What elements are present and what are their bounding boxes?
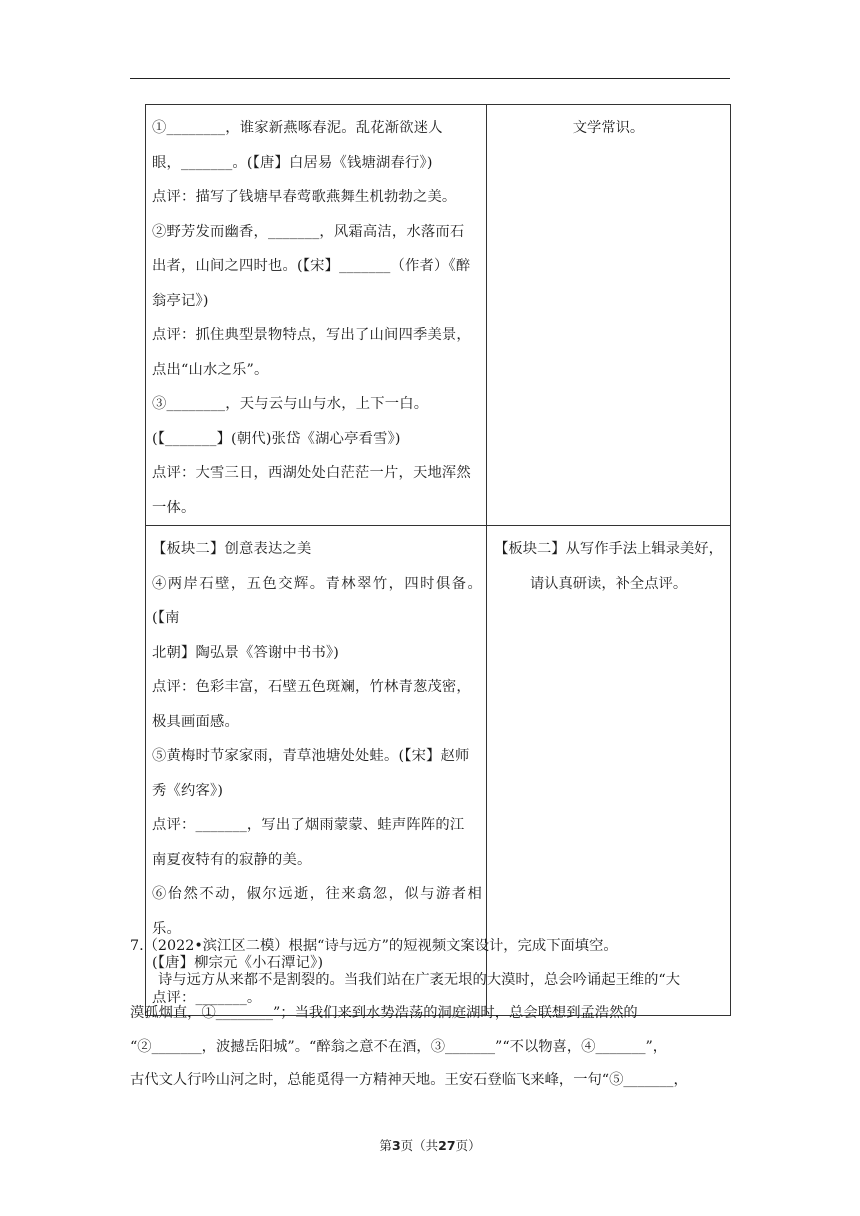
block2-line: 北朝】陶弘景《答谢中书书》) <box>152 644 340 661</box>
block2-line: 点评：_______，写出了烟雨蒙蒙、蛙声阵阵的江 <box>152 817 465 833</box>
block2-line: ⑥佁然不动，俶尔远逝，往来翕忽，似与游者相乐。 <box>152 886 482 937</box>
block2-line: 秀《约客》) <box>152 782 224 799</box>
block2-requirement <box>487 526 730 601</box>
block1-line: 一体。 <box>152 499 196 516</box>
block2-requirement-line: 请认真研读，补全点评。 <box>529 575 688 592</box>
question-7-line: 古代文人行吟山河之时，总能觅得一方精神天地。王安石登临飞来峰，一句“⑤_______， <box>130 1072 688 1088</box>
block1-line: ①________，谁家新燕啄春泥。乱花渐欲迷人 <box>152 120 443 136</box>
table-row <box>146 105 731 526</box>
block1-line: ②野芳发而幽香，_______，风霜高洁，水落而石 <box>152 223 465 240</box>
page-footer <box>0 1136 860 1154</box>
block2-line: 极具画面感。 <box>152 713 239 730</box>
block2-line: ④两岸石壁，五色交辉。青林翠竹，四时俱备。(【南 <box>152 575 482 626</box>
block2-line: 点评：色彩丰富，石壁五色斑斓，竹林青葱茂密， <box>152 679 471 695</box>
question-7-heading: 7.（2022•滨江区二模）根据“诗与远方”的短视频文案设计，完成下面填空。 <box>130 938 618 954</box>
block1-line: 点评：描写了钱塘早春莺歌燕舞生机勃勃之美。 <box>152 189 457 205</box>
block1-line: 点评：抓住典型景物特点，写出了山间四季美景， <box>152 327 471 343</box>
question-7-line: 漠孤烟直，①________”；当我们来到水势浩荡的洞庭湖时，总会联想到孟浩然的 <box>130 1005 638 1021</box>
block2-line: (【唐】柳宗元《小石潭记》) <box>152 955 324 971</box>
block2-line: 【板块二】创意表达之美 <box>152 541 312 557</box>
block1-content <box>146 105 486 525</box>
block2-line: 南夏夜特有的寂静的美。 <box>152 851 312 868</box>
question-7-line: “②_______，波撼岳阳城”。“醉翁之意不在酒，③_______”“不以物喜，④_______”， <box>130 1038 668 1055</box>
block1-line: ③________，天与云与山与水，上下一白。 <box>152 396 429 412</box>
footer-middle: 页（共 <box>400 1138 439 1153</box>
block1-requirement-line: 文学常识。 <box>572 120 645 136</box>
footer-total-pages: 27 <box>438 1138 456 1153</box>
block2-requirement-line: 【板块二】从写作手法上辑录美好， <box>494 541 723 557</box>
footer-page-number: 3 <box>391 1138 401 1153</box>
block2-line: ⑤黄梅时节家家雨，青草池塘处处蛙。(【宋】赵师 <box>152 748 470 764</box>
header-rule <box>130 78 730 79</box>
block1-requirement-cell <box>487 105 731 526</box>
block1-line: 翁亭记》) <box>152 292 209 309</box>
block2-line: 点评：_______。 <box>152 989 262 1006</box>
footer-prefix: 第 <box>379 1138 392 1153</box>
question-7 <box>130 930 730 1098</box>
footer-suffix: 页） <box>455 1138 481 1153</box>
block1-line: 点评：大雪三日，西湖处处白茫茫一片，天地浑然 <box>152 465 471 481</box>
block1-line: 眼，_______。(【唐】白居易《钱塘湖春行》) <box>152 154 433 171</box>
block1-line: 出者，山间之四时也。(【宋】_______（作者）《醉 <box>152 258 471 274</box>
question-table <box>145 104 731 1016</box>
block1-line: (【_______】(朝代)张岱《湖心亭看雪》) <box>152 430 401 447</box>
question-7-line: 诗与远方从来都不是割裂的。当我们站在广袤无垠的大漠时，总会吟诵起王维的“大 <box>158 971 680 988</box>
block1-requirement <box>487 105 730 146</box>
block1-line: 点出“山水之乐”。 <box>152 361 269 378</box>
block1-content-cell <box>146 105 487 526</box>
